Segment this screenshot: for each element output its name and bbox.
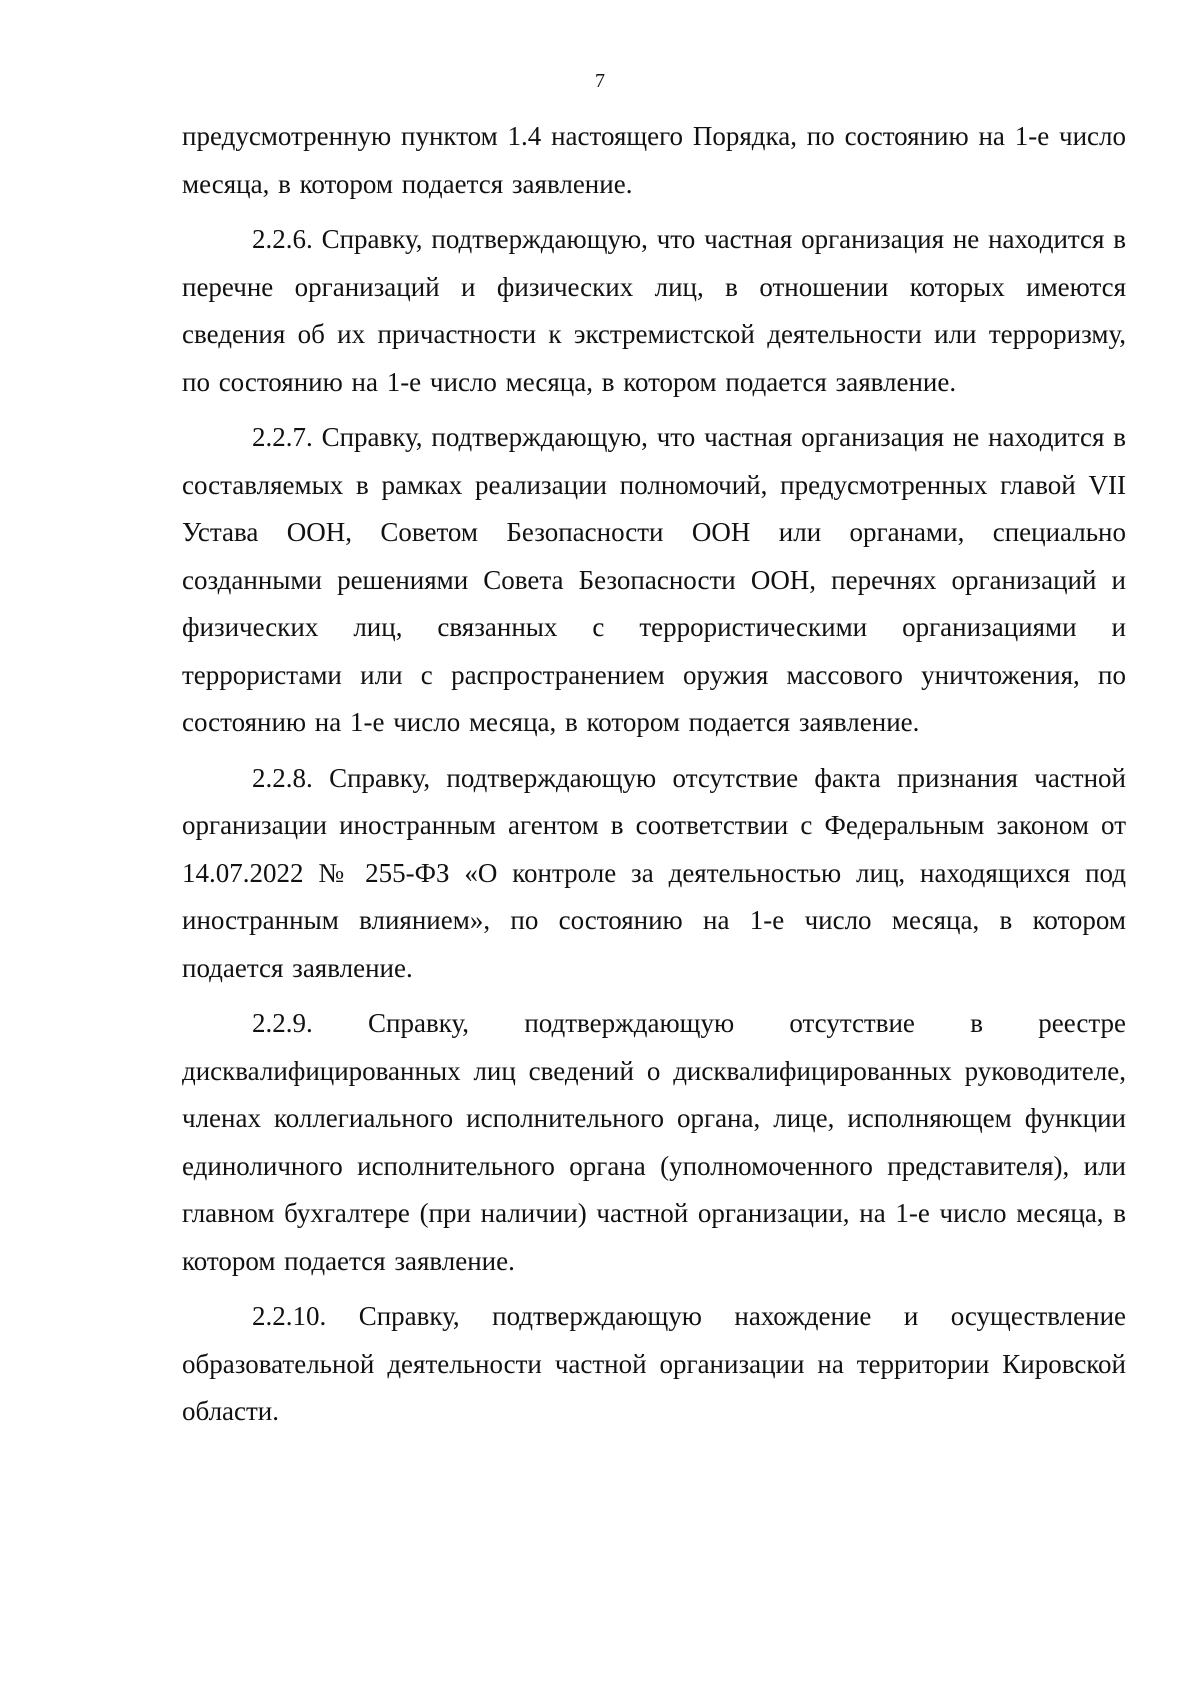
page-number: 7 [595,70,605,92]
paragraph-2-2-9: 2.2.9. Справку, подтверждающую отсутствие в реестре дисквалифицированных лиц сведений о дисквалифицированных руководителе, членах коллегиального исполнительного органа, лице, исполняющем функции единоличного исполнительного органа (уполномоченного представителя), или главном бухгалтере (при наличии) частной организации, на 1-е число месяца, в котором подается заявление. [182,1008,1126,1276]
paragraph-continuation: предусмотренную пунктом 1.4 настоящего Порядка, по состоянию на 1-е число месяца, в котором подается заявление. [182,121,1126,199]
paragraph-2-2-10: 2.2.10. Справку, подтверждающую нахождение и осуществление образовательной деятельности частной организации на территории Кировской области. [182,1301,1126,1426]
paragraph-2-2-6: 2.2.6. Справку, подтверждающую, что частная организация не находится в перечне организаций и физических лиц, в отношении которых имеются сведения об их причастности к экстремистской деятельности или терроризму, по состоянию на 1-е число месяца, в котором подается заявление. [182,224,1126,397]
paragraph-2-2-7: 2.2.7. Справку, подтверждающую, что частная организация не находится в составляемых в рамках реализации полномочий, предусмотренных главой VII Устава ООН, Советом Безопасности ООН или органами, специально созданными решениями Совета Безопасности ООН, перечнях организаций и физических лиц, связанных с террористическими организациями и террористами или с распространением оружия массового уничтожения, по состоянию на 1-е число месяца, в котором подается заявление. [182,422,1126,737]
paragraph-2-2-8: 2.2.8. Справку, подтверждающую отсутствие факта признания частной организации иностранным агентом в соответствии с Федеральным законом от 14.07.2022 № 255-ФЗ «О контроле за деятельностью лиц, находящихся под иностранным влиянием», по состоянию на 1-е число месяца, в котором подается заявление. [182,762,1126,983]
document-body [182,113,1126,1444]
